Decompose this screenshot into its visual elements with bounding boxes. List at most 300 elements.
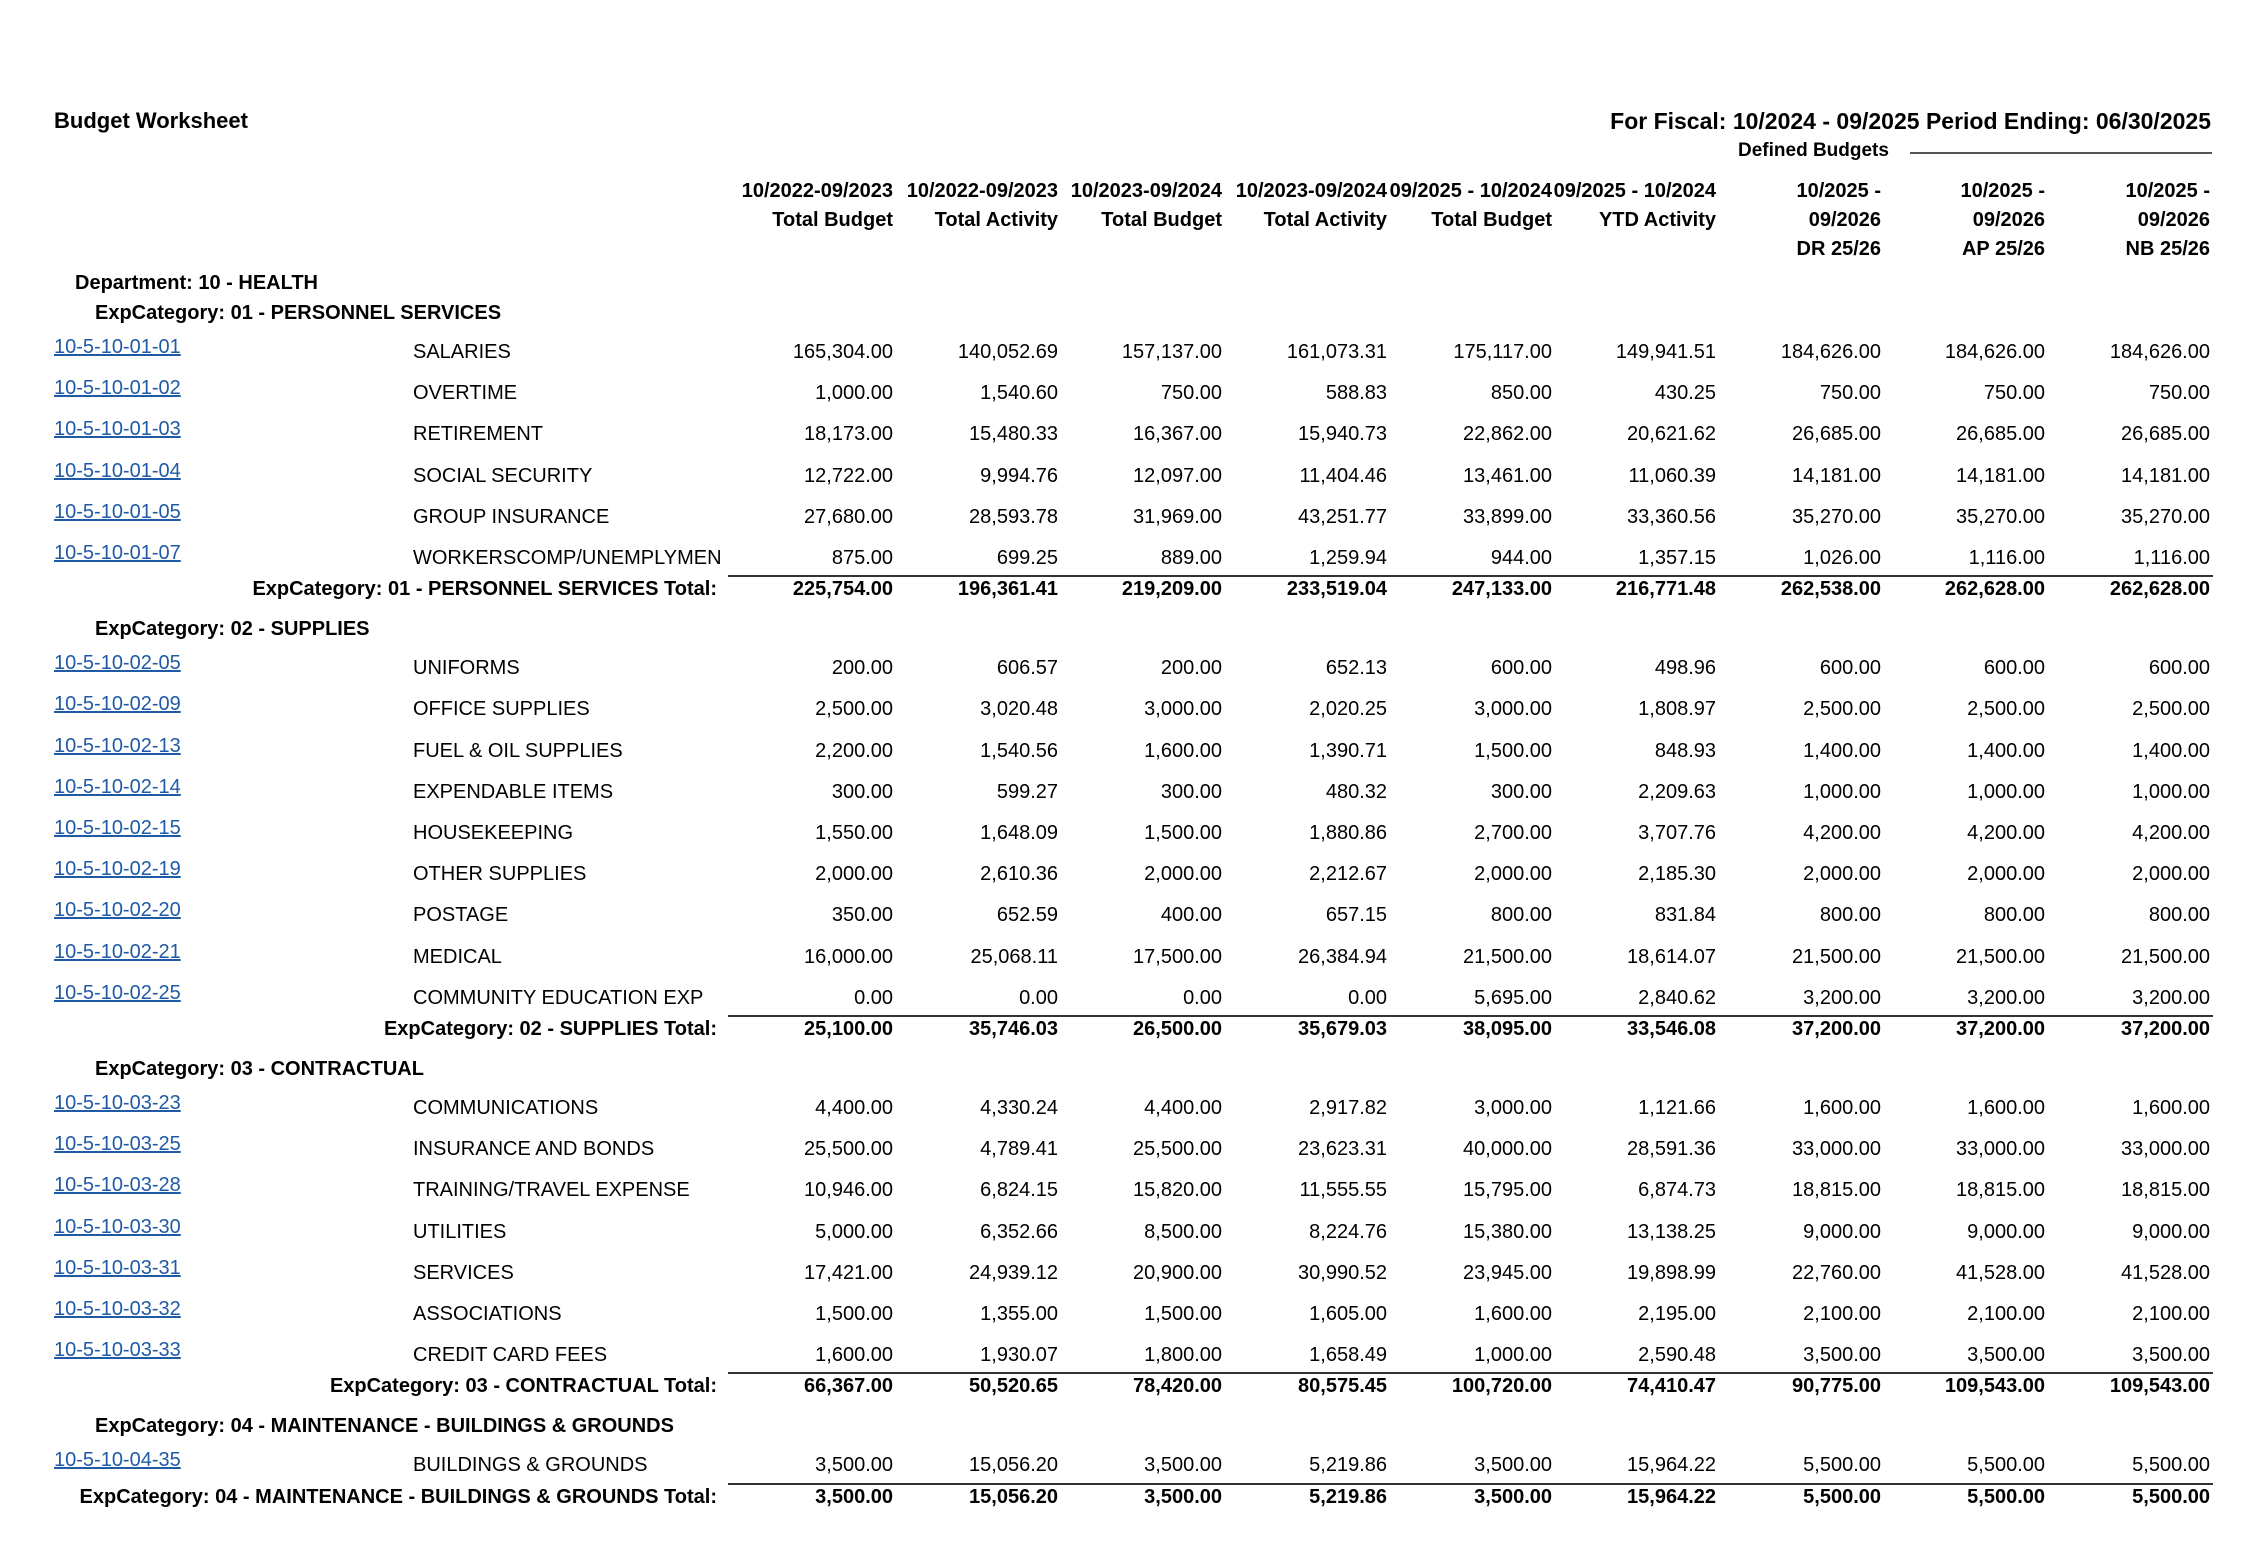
line-item-value: 2,000.00: [2132, 863, 2210, 886]
line-item-value: 2,500.00: [815, 698, 893, 721]
account-link[interactable]: 10-5-10-02-25: [54, 981, 181, 1004]
line-item-value: 1,550.00: [815, 822, 893, 844]
line-item-value: 3,500.00: [815, 1454, 893, 1477]
account-link[interactable]: 10-5-10-03-32: [54, 1298, 181, 1320]
account-link[interactable]: 10-5-10-03-33: [54, 1339, 181, 1362]
line-item-value: 1,600.00: [1144, 739, 1222, 762]
line-item-value: 2,000.00: [1803, 863, 1881, 886]
line-item-value: 1,390.71: [1309, 739, 1387, 762]
line-item-value: 161,073.31: [1286, 341, 1387, 363]
line-item-value: 2,590.48: [1638, 1344, 1716, 1367]
line-item-value: 4,200.00: [2132, 822, 2210, 844]
category-total-value: 5,500.00: [1803, 1485, 1881, 1508]
account-link[interactable]: 10-5-10-02-05: [54, 652, 181, 675]
line-item-value: 2,020.25: [1309, 698, 1387, 721]
column-header-3: [1059, 177, 1222, 235]
column-header-7-line3: DR 25/26: [1796, 238, 1881, 260]
column-header-9-line2: 09/2026: [2137, 209, 2210, 231]
line-item-description: SOCIAL SECURITY: [413, 464, 593, 487]
line-item-value: 750.00: [1160, 382, 1222, 405]
line-item-value: 652.13: [1325, 657, 1387, 680]
line-item-value: 3,500.00: [1144, 1454, 1222, 1477]
column-header-9: [2047, 177, 2210, 264]
line-item-value: 0.00: [854, 986, 893, 1009]
line-item-value: 1,400.00: [2132, 739, 2210, 762]
line-item-value: 21,500.00: [1792, 945, 1881, 968]
line-item-value: 657.15: [1325, 904, 1387, 927]
line-item-value: 0.00: [1183, 986, 1222, 1009]
line-item-value: 28,593.78: [969, 505, 1058, 528]
category-total-value: 90,775.00: [1792, 1375, 1881, 1398]
line-item-description: COMMUNICATIONS: [413, 1097, 599, 1119]
category-total-value: 37,200.00: [1956, 1018, 2045, 1040]
line-item-value: 33,000.00: [1956, 1138, 2045, 1161]
account-link[interactable]: 10-5-10-03-31: [54, 1256, 181, 1279]
line-item-value: 498.96: [1654, 657, 1716, 680]
line-item-value: 1,000.00: [2132, 780, 2210, 803]
line-item-value: 2,000.00: [815, 863, 893, 886]
line-item-value: 2,700.00: [1474, 822, 1552, 844]
line-item-value: 41,528.00: [1956, 1261, 2045, 1284]
line-item-description: EXPENDABLE ITEMS: [413, 780, 614, 803]
column-header-8-line2: 09/2026: [1972, 209, 2045, 231]
line-item-value: 40,000.00: [1463, 1138, 1552, 1161]
line-item-value: 1,800.00: [1144, 1344, 1222, 1367]
line-item-value: 35,270.00: [1956, 505, 2045, 528]
line-item-description: FUEL & OIL SUPPLIES: [413, 739, 623, 762]
line-item-value: 0.00: [1348, 986, 1387, 1009]
line-item-value: 11,555.55: [1299, 1179, 1387, 1202]
column-header-2-line1: 10/2022-09/2023: [906, 180, 1058, 202]
category-total-value: 233,519.04: [1286, 578, 1387, 601]
column-header-7-line2: 09/2026: [1808, 209, 1881, 231]
category-total-value: 35,746.03: [969, 1018, 1058, 1040]
line-item-value: 3,000.00: [1474, 1097, 1552, 1119]
account-link[interactable]: 10-5-10-03-23: [54, 1092, 181, 1114]
account-link[interactable]: 10-5-10-01-07: [54, 542, 181, 564]
line-item-value: 16,000.00: [804, 945, 893, 968]
column-header-6-line2: YTD Activity: [1598, 209, 1716, 231]
line-item-value: 16,367.00: [1133, 423, 1222, 446]
category-total-value: 37,200.00: [1792, 1018, 1881, 1040]
line-item-value: 33,360.56: [1627, 505, 1716, 528]
line-item-value: 889.00: [1160, 547, 1222, 569]
line-item-value: 200.00: [1160, 657, 1222, 680]
line-item-value: 1,500.00: [815, 1303, 893, 1325]
line-item-value: 4,400.00: [815, 1097, 893, 1119]
line-item-value: 17,421.00: [804, 1261, 893, 1284]
line-item-value: 6,874.73: [1638, 1179, 1716, 1202]
line-item-description: SALARIES: [413, 341, 511, 363]
line-item-value: 12,097.00: [1133, 464, 1222, 487]
line-item-value: 2,840.62: [1638, 986, 1716, 1009]
line-item-value: 157,137.00: [1121, 341, 1222, 363]
line-item-value: 184,626.00: [2109, 341, 2210, 363]
line-item-value: 24,939.12: [969, 1261, 1058, 1284]
line-item-value: 140,052.69: [957, 341, 1058, 363]
column-header-7-line1: 10/2025 -: [1796, 180, 1881, 202]
line-item-value: 750.00: [2148, 382, 2210, 405]
line-item-value: 19,898.99: [1627, 1261, 1716, 1284]
line-item-value: 33,000.00: [1792, 1138, 1881, 1161]
line-item-value: 3,020.48: [980, 698, 1058, 721]
line-item-value: 4,200.00: [1967, 822, 2045, 844]
category-total-label: ExpCategory: 04 - MAINTENANCE - BUILDINGS & GROUNDS Total:: [79, 1485, 717, 1508]
line-item-value: 1,000.00: [1474, 1344, 1552, 1367]
line-item-value: 27,680.00: [804, 505, 893, 528]
category-heading: ExpCategory: 03 - CONTRACTUAL: [95, 1058, 424, 1080]
line-item-value: 350.00: [831, 904, 893, 927]
line-item-value: 8,500.00: [1144, 1220, 1222, 1243]
line-item-value: 5,500.00: [1803, 1454, 1881, 1477]
fiscal-period: For Fiscal: 10/2024 - 09/2025 Period Ending: 06/30/2025: [1610, 108, 2211, 134]
line-item-value: 750.00: [1819, 382, 1881, 405]
line-item-value: 1,648.09: [980, 822, 1058, 844]
line-item-value: 9,000.00: [1803, 1220, 1881, 1243]
category-total-value: 15,056.20: [969, 1485, 1058, 1508]
line-item-value: 2,500.00: [1803, 698, 1881, 721]
category-heading: ExpCategory: 01 - PERSONNEL SERVICES: [95, 302, 502, 324]
line-item-value: 22,862.00: [1463, 423, 1552, 446]
line-item-description: MEDICAL: [413, 945, 502, 968]
column-header-3-line2: Total Budget: [1101, 209, 1222, 231]
line-item-value: 2,100.00: [1967, 1303, 2045, 1325]
line-item-value: 5,695.00: [1474, 986, 1552, 1009]
line-item-value: 1,000.00: [815, 382, 893, 405]
category-total-label: ExpCategory: 01 - PERSONNEL SERVICES Total:: [252, 578, 717, 601]
line-item-value: 2,500.00: [1967, 698, 2045, 721]
line-item-description: WORKERSCOMP/UNEMPLYMEN: [413, 547, 722, 569]
defined-budgets-divider: [1910, 152, 2212, 154]
line-item-value: 3,200.00: [1967, 986, 2045, 1009]
line-item-value: 9,994.76: [980, 464, 1058, 487]
category-total-value: 262,538.00: [1780, 578, 1881, 601]
line-item-description: UNIFORMS: [413, 657, 520, 680]
line-item-value: 18,815.00: [1956, 1179, 2045, 1202]
line-item-description: POSTAGE: [413, 904, 509, 927]
line-item-value: 4,789.41: [980, 1138, 1058, 1161]
line-item-value: 1,400.00: [1967, 739, 2045, 762]
line-item-value: 15,056.20: [969, 1454, 1058, 1477]
column-header-9-line1: 10/2025 -: [2125, 180, 2210, 202]
line-item-value: 26,685.00: [1956, 423, 2045, 446]
category-total-value: 3,500.00: [1474, 1485, 1552, 1508]
line-item-value: 8,224.76: [1309, 1220, 1387, 1243]
line-item-value: 944.00: [1490, 547, 1552, 569]
line-item-value: 1,121.66: [1638, 1097, 1716, 1119]
line-item-value: 175,117.00: [1453, 341, 1552, 363]
line-item-value: 480.32: [1325, 780, 1387, 803]
line-item-value: 3,500.00: [1967, 1344, 2045, 1367]
line-item-value: 300.00: [1490, 780, 1552, 803]
line-item-description: HOUSEKEEPING: [413, 822, 574, 844]
column-header-6: [1553, 177, 1716, 235]
line-item-value: 25,068.11: [970, 945, 1058, 968]
line-item-value: 4,330.24: [980, 1097, 1058, 1119]
account-link[interactable]: 10-5-10-02-13: [54, 734, 181, 757]
line-item-value: 149,941.51: [1615, 341, 1716, 363]
line-item-value: 184,626.00: [1944, 341, 2045, 363]
line-item-description: OVERTIME: [413, 382, 518, 405]
category-total-value: 196,361.41: [957, 578, 1058, 601]
line-item-value: 26,384.94: [1298, 945, 1387, 968]
line-item-value: 23,623.31: [1298, 1138, 1387, 1161]
line-item-value: 20,621.62: [1627, 423, 1716, 446]
category-heading: ExpCategory: 02 - SUPPLIES: [95, 618, 370, 641]
account-link[interactable]: 10-5-10-01-02: [54, 377, 181, 400]
line-item-value: 2,209.63: [1638, 780, 1716, 803]
line-item-value: 800.00: [2148, 904, 2210, 927]
line-item-value: 1,000.00: [1967, 780, 2045, 803]
line-item-value: 12,722.00: [804, 464, 893, 487]
line-item-value: 15,380.00: [1463, 1220, 1552, 1243]
column-header-5-line2: Total Budget: [1431, 209, 1552, 231]
account-link[interactable]: 10-5-10-03-25: [54, 1133, 181, 1156]
line-item-value: 18,614.07: [1627, 945, 1716, 968]
department-heading: Department: 10 - HEALTH: [75, 272, 318, 294]
line-item-value: 1,026.00: [1803, 547, 1881, 569]
line-item-value: 800.00: [1490, 904, 1552, 927]
account-link[interactable]: 10-5-10-02-14: [54, 775, 181, 798]
subtotal-rule: [728, 575, 2213, 577]
line-item-value: 11,404.46: [1299, 464, 1387, 487]
line-item-value: 26,685.00: [2121, 423, 2210, 446]
line-item-description: BUILDINGS & GROUNDS: [413, 1454, 648, 1477]
category-total-value: 5,219.86: [1309, 1485, 1387, 1508]
line-item-value: 4,200.00: [1803, 822, 1881, 844]
line-item-description: CREDIT CARD FEES: [413, 1344, 608, 1367]
line-item-value: 3,000.00: [1144, 698, 1222, 721]
line-item-value: 35,270.00: [2121, 505, 2210, 528]
line-item-value: 9,000.00: [1967, 1220, 2045, 1243]
line-item-value: 15,820.00: [1133, 1179, 1222, 1202]
category-total-label: ExpCategory: 02 - SUPPLIES Total:: [383, 1018, 717, 1040]
line-item-value: 2,000.00: [1967, 863, 2045, 886]
column-header-7: [1718, 177, 1881, 264]
line-item-value: 699.25: [996, 547, 1058, 569]
column-header-3-line1: 10/2023-09/2024: [1070, 180, 1222, 202]
category-total-value: 262,628.00: [2109, 578, 2210, 601]
line-item-description: GROUP INSURANCE: [413, 505, 610, 528]
line-item-value: 2,000.00: [1144, 863, 1222, 886]
column-header-9-line3: NB 25/26: [2125, 238, 2210, 260]
line-item-value: 21,500.00: [1956, 945, 2045, 968]
line-item-value: 14,181.00: [2121, 464, 2210, 487]
category-total-value: 38,095.00: [1463, 1018, 1552, 1040]
line-item-value: 5,000.00: [815, 1220, 893, 1243]
line-item-value: 599.27: [996, 780, 1058, 803]
line-item-value: 1,500.00: [1144, 1303, 1222, 1325]
line-item-description: INSURANCE AND BONDS: [413, 1138, 655, 1161]
line-item-value: 18,815.00: [1792, 1179, 1881, 1202]
category-total-value: 66,367.00: [804, 1375, 893, 1398]
line-item-value: 1,600.00: [815, 1344, 893, 1367]
line-item-value: 0.00: [1019, 986, 1058, 1009]
line-item-value: 1,808.97: [1638, 698, 1716, 721]
line-item-value: 35,270.00: [1792, 505, 1881, 528]
line-item-value: 1,600.00: [1803, 1097, 1881, 1119]
line-item-value: 41,528.00: [2121, 1261, 2210, 1284]
line-item-value: 2,200.00: [815, 739, 893, 762]
line-item-value: 33,899.00: [1463, 505, 1552, 528]
category-total-value: 219,209.00: [1121, 578, 1222, 601]
line-item-value: 6,824.15: [980, 1179, 1058, 1202]
column-header-2-line2: Total Activity: [934, 209, 1058, 231]
line-item-value: 15,795.00: [1463, 1179, 1552, 1202]
line-item-value: 2,917.82: [1309, 1097, 1387, 1119]
category-total-value: 33,546.08: [1627, 1018, 1716, 1040]
line-item-value: 1,880.86: [1309, 822, 1387, 844]
column-header-4: [1224, 177, 1387, 235]
line-item-value: 3,500.00: [1803, 1344, 1881, 1367]
account-link[interactable]: 10-5-10-01-01: [54, 336, 181, 358]
line-item-value: 165,304.00: [792, 341, 893, 363]
line-item-description: RETIREMENT: [413, 423, 543, 446]
column-header-5: [1389, 177, 1552, 235]
line-item-value: 1,930.07: [980, 1344, 1058, 1367]
category-total-value: 80,575.45: [1298, 1375, 1387, 1398]
line-item-value: 184,626.00: [1780, 341, 1881, 363]
column-header-1-line1: 10/2022-09/2023: [741, 180, 893, 202]
line-item-value: 5,500.00: [1967, 1454, 2045, 1477]
line-item-value: 606.57: [996, 657, 1058, 680]
account-link[interactable]: 10-5-10-02-09: [54, 693, 181, 716]
account-link[interactable]: 10-5-10-02-20: [54, 899, 181, 922]
category-total-value: 37,200.00: [2121, 1018, 2210, 1040]
line-item-value: 2,195.00: [1638, 1303, 1716, 1325]
line-item-value: 2,500.00: [2132, 698, 2210, 721]
line-item-value: 2,100.00: [2132, 1303, 2210, 1325]
line-item-description: ASSOCIATIONS: [413, 1303, 562, 1325]
line-item-value: 23,945.00: [1463, 1261, 1552, 1284]
line-item-value: 28,591.36: [1627, 1138, 1716, 1161]
line-item-value: 831.84: [1654, 904, 1716, 927]
line-item-value: 600.00: [1819, 657, 1881, 680]
subtotal-rule: [728, 1372, 2213, 1374]
line-item-value: 3,200.00: [1803, 986, 1881, 1009]
line-item-value: 5,219.86: [1309, 1454, 1387, 1477]
category-total-value: 15,964.22: [1627, 1485, 1716, 1508]
line-item-value: 31,969.00: [1133, 505, 1222, 528]
line-item-value: 800.00: [1819, 904, 1881, 927]
category-heading: ExpCategory: 04 - MAINTENANCE - BUILDINGS & GROUNDS: [95, 1415, 674, 1438]
line-item-value: 300.00: [1160, 780, 1222, 803]
line-item-description: COMMUNITY EDUCATION EXP: [413, 986, 704, 1009]
line-item-value: 14,181.00: [1792, 464, 1881, 487]
line-item-value: 1,500.00: [1474, 739, 1552, 762]
line-item-value: 875.00: [831, 547, 893, 569]
line-item-value: 1,540.60: [980, 382, 1058, 405]
line-item-value: 2,185.30: [1638, 863, 1716, 886]
line-item-value: 25,500.00: [804, 1138, 893, 1161]
line-item-value: 6,352.66: [980, 1220, 1058, 1243]
column-header-2: [895, 177, 1058, 235]
line-item-value: 18,815.00: [2121, 1179, 2210, 1202]
line-item-value: 15,480.33: [969, 423, 1058, 446]
line-item-value: 3,500.00: [1474, 1454, 1552, 1477]
line-item-value: 1,259.94: [1309, 547, 1387, 569]
category-total-label: ExpCategory: 03 - CONTRACTUAL Total:: [329, 1375, 717, 1398]
subtotal-rule: [728, 1483, 2213, 1485]
account-link[interactable]: 10-5-10-03-28: [54, 1174, 181, 1197]
column-header-4-line1: 10/2023-09/2024: [1235, 180, 1387, 202]
line-item-value: 43,251.77: [1298, 505, 1387, 528]
category-total-value: 247,133.00: [1451, 578, 1552, 601]
column-header-4-line2: Total Activity: [1263, 209, 1387, 231]
line-item-value: 1,355.00: [980, 1303, 1058, 1325]
line-item-value: 9,000.00: [2132, 1220, 2210, 1243]
line-item-value: 18,173.00: [804, 423, 893, 446]
line-item-value: 3,200.00: [2132, 986, 2210, 1009]
line-item-value: 652.59: [996, 904, 1058, 927]
line-item-value: 1,000.00: [1803, 780, 1881, 803]
account-link[interactable]: 10-5-10-02-21: [54, 940, 181, 963]
line-item-description: OTHER SUPPLIES: [413, 863, 587, 886]
line-item-value: 10,946.00: [804, 1179, 893, 1202]
line-item-value: 1,116.00: [2133, 547, 2210, 569]
account-link[interactable]: 10-5-10-01-05: [54, 500, 181, 523]
line-item-value: 850.00: [1490, 382, 1552, 405]
line-item-value: 600.00: [1490, 657, 1552, 680]
line-item-value: 1,400.00: [1803, 739, 1881, 762]
line-item-value: 2,212.67: [1309, 863, 1387, 886]
line-item-value: 4,400.00: [1144, 1097, 1222, 1119]
category-total-value: 100,720.00: [1451, 1375, 1552, 1398]
category-total-value: 109,543.00: [2109, 1375, 2210, 1398]
line-item-description: UTILITIES: [413, 1220, 507, 1243]
account-link[interactable]: 10-5-10-01-04: [54, 459, 181, 482]
line-item-value: 1,605.00: [1309, 1303, 1387, 1325]
line-item-description: OFFICE SUPPLIES: [413, 698, 590, 721]
account-link[interactable]: 10-5-10-01-03: [54, 418, 181, 441]
category-total-value: 216,771.48: [1615, 578, 1716, 601]
category-total-value: 109,543.00: [1944, 1375, 2045, 1398]
account-link[interactable]: 10-5-10-02-19: [54, 858, 181, 881]
line-item-value: 300.00: [831, 780, 893, 803]
category-total-value: 262,628.00: [1944, 578, 2045, 601]
category-total-value: 5,500.00: [1967, 1485, 2045, 1508]
line-item-value: 588.83: [1325, 382, 1387, 405]
account-link[interactable]: 10-5-10-02-15: [54, 817, 181, 839]
category-total-value: 225,754.00: [792, 578, 893, 601]
line-item-value: 14,181.00: [1956, 464, 2045, 487]
line-item-value: 2,610.36: [980, 863, 1058, 886]
category-total-value: 26,500.00: [1133, 1018, 1222, 1040]
line-item-value: 15,964.22: [1627, 1454, 1716, 1477]
line-item-value: 30,990.52: [1298, 1261, 1387, 1284]
line-item-value: 1,600.00: [1474, 1303, 1552, 1325]
category-total-value: 78,420.00: [1133, 1375, 1222, 1398]
line-item-value: 15,940.73: [1298, 423, 1387, 446]
line-item-value: 13,138.25: [1627, 1220, 1716, 1243]
line-item-description: TRAINING/TRAVEL EXPENSE: [413, 1179, 690, 1202]
column-header-1: [730, 177, 893, 235]
line-item-value: 26,685.00: [1792, 423, 1881, 446]
line-item-value: 200.00: [831, 657, 893, 680]
account-link[interactable]: 10-5-10-03-30: [54, 1215, 181, 1238]
line-item-value: 1,357.15: [1638, 547, 1716, 569]
line-item-value: 25,500.00: [1133, 1138, 1222, 1161]
account-link[interactable]: 10-5-10-04-35: [54, 1449, 181, 1472]
line-item-value: 750.00: [1983, 382, 2045, 405]
line-item-value: 1,500.00: [1144, 822, 1222, 844]
line-item-value: 800.00: [1983, 904, 2045, 927]
column-header-5-line1: 10/2024 - 09/2025: [1389, 180, 1552, 202]
subtotal-rule: [728, 1015, 2213, 1017]
line-item-value: 2,000.00: [1474, 863, 1552, 886]
line-item-value: 1,540.56: [980, 739, 1058, 762]
line-item-value: 3,707.76: [1638, 822, 1716, 844]
